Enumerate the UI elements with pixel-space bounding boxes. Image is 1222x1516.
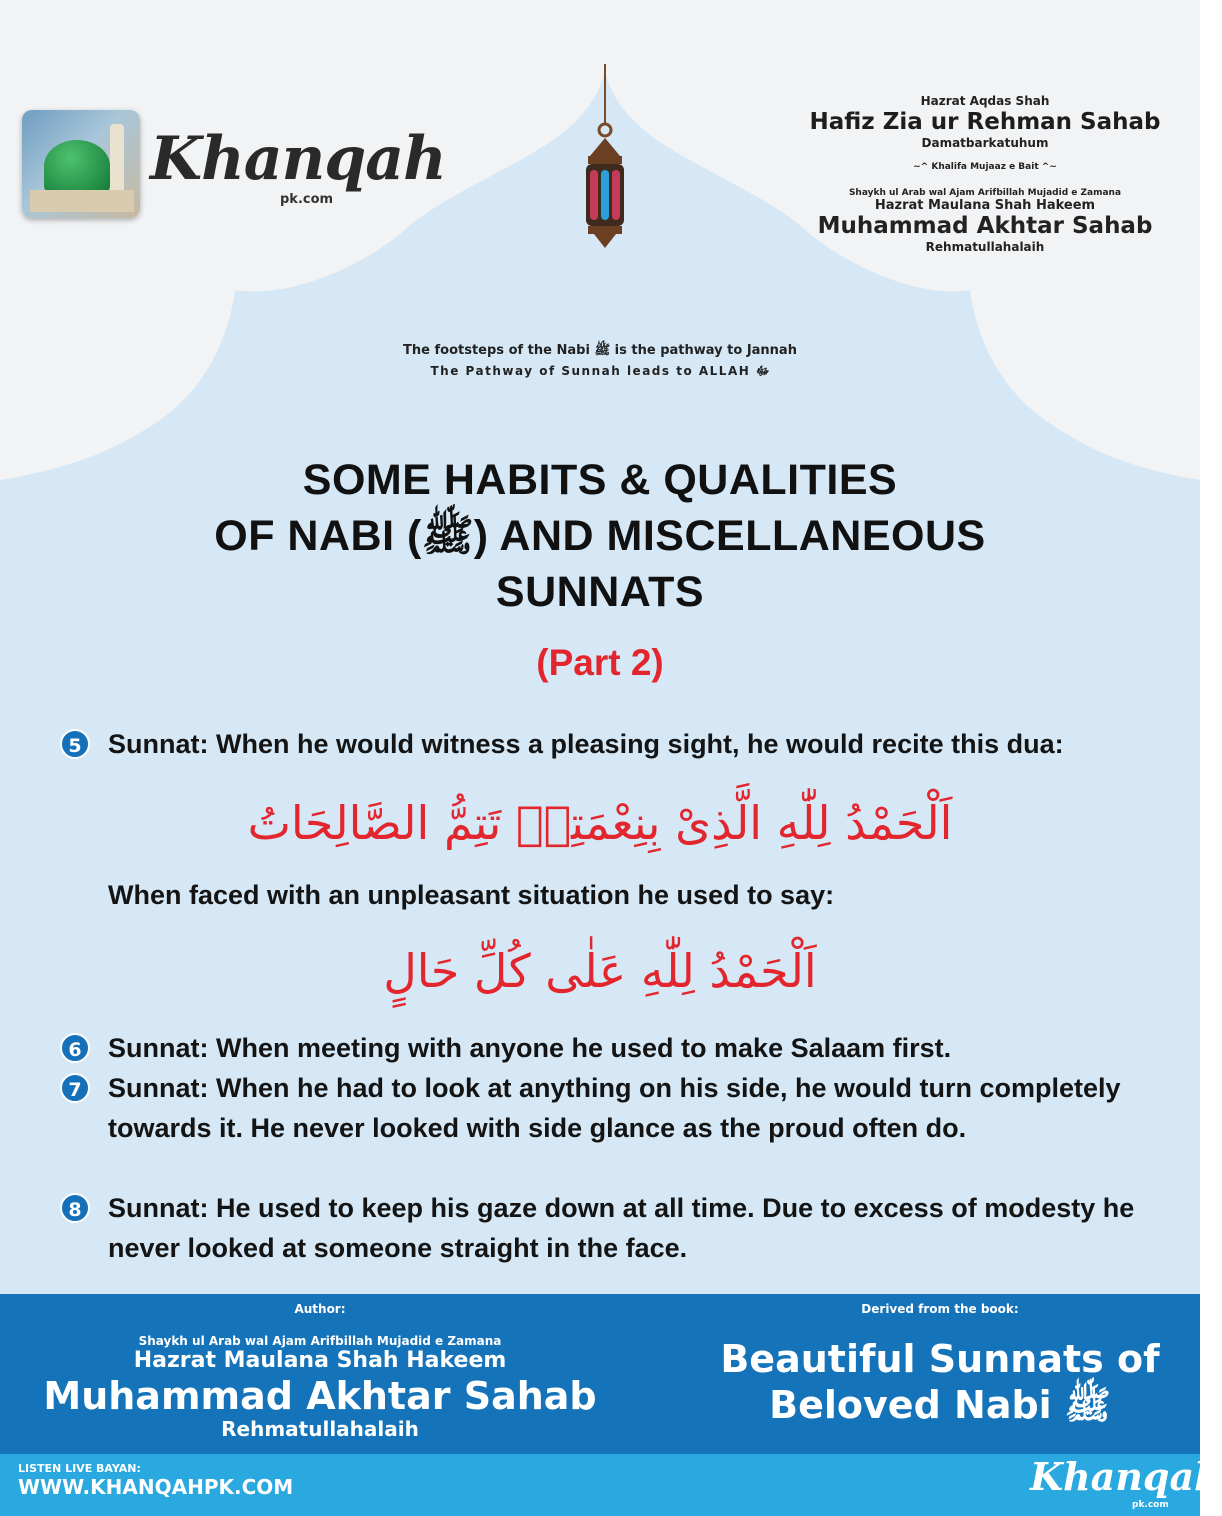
- logo-text: Khanqah: [150, 124, 446, 194]
- list-item: [60, 1068, 1140, 1188]
- header-line-7: Muhammad Akhtar Sahab: [817, 213, 1153, 239]
- footer-logo[interactable]: Khanqah: [1030, 1454, 1222, 1499]
- header-credits: [780, 94, 1190, 254]
- item-number-badge: 8: [60, 1193, 90, 1223]
- mosque-image: [22, 110, 140, 218]
- footer-logo-subtext: pk.com: [1132, 1500, 1169, 1510]
- header-line-8: Rehmatullahalaih: [925, 240, 1045, 254]
- item-number-badge: 6: [60, 1033, 90, 1063]
- author-label: Author:: [294, 1302, 346, 1316]
- listen-label: LISTEN LIVE BAYAN:: [18, 1462, 141, 1475]
- author-line-2: Hazrat Maulana Shah Hakeem: [133, 1348, 507, 1373]
- item-number-badge: 7: [60, 1073, 90, 1103]
- list-item: [60, 724, 1140, 804]
- dua-arabic-1: اَلْحَمْدُ لِلّٰهِ الَّذِیْ بِنِعْمَتِهٖ تَتِمُّ الصَّالِحَاتُ: [247, 796, 953, 850]
- book-label: Derived from the book:: [861, 1302, 1019, 1316]
- page-title: [60, 452, 1140, 620]
- header-line-6: Hazrat Maulana Shah Hakeem: [874, 198, 1096, 213]
- dua-arabic-2: اَلْحَمْدُ لِلّٰهِ عَلٰی كُلِّ حَالٍ: [383, 944, 817, 998]
- author-line-1: Shaykh ul Arab wal Ajam Arifbillah Mujadid e Zamana: [138, 1334, 502, 1348]
- header-line-3: Damatbarkatuhum: [921, 136, 1049, 150]
- item-text: Sunnat: He used to keep his gaze down at all time. Due to excess of modesty he never looked at someone straight in the face.: [108, 1193, 1135, 1263]
- logo-subtext: pk.com: [280, 192, 334, 207]
- header-line-1: Hazrat Aqdas Shah: [920, 94, 1050, 108]
- listen-block: [18, 1462, 293, 1499]
- header-line-4: ~^ Khalifa Mujaaz e Bait ^~: [913, 162, 1057, 172]
- list-item: [60, 1028, 1140, 1068]
- tagline-1: The footsteps of the Nabi ﷺ is the pathway to Jannah: [403, 343, 797, 358]
- part-label: (Part 2): [536, 642, 664, 683]
- tagline-2: The Pathway of Sunnah leads to ALLAH ﷻ: [430, 364, 770, 378]
- khanqah-logo[interactable]: [22, 110, 446, 220]
- list-item: [60, 1188, 1140, 1268]
- author-block: [10, 1302, 630, 1440]
- website-link[interactable]: WWW.KHANQAHPK.COM: [18, 1475, 294, 1499]
- item-text: Sunnat: When he would witness a pleasing sight, he would recite this dua:: [108, 729, 1064, 759]
- unpleasant-text: When faced with an unpleasant situation he used to say:: [108, 880, 835, 910]
- title-line-2: OF NABI (ﷺ) AND MISCELLANEOUS: [214, 512, 986, 560]
- item-text: Sunnat: When meeting with anyone he used to make Salaam first.: [108, 1033, 952, 1063]
- title-line-1: SOME HABITS & QUALITIES: [302, 456, 898, 504]
- book-title-2: Beloved Nabi ﷺ: [769, 1383, 1111, 1427]
- book-block: [690, 1302, 1190, 1428]
- author-line-4: Rehmatullahalaih: [221, 1417, 419, 1441]
- lantern-icon: [580, 64, 630, 254]
- header-line-5: Shaykh ul Arab wal Ajam Arifbillah Mujadid e Zamana: [848, 188, 1122, 198]
- title-line-3: SUNNATS: [495, 568, 705, 616]
- author-line-3: Muhammad Akhtar Sahab: [43, 1374, 597, 1418]
- book-title-1: Beautiful Sunnats of: [720, 1337, 1160, 1381]
- item-text: Sunnat: When he had to look at anything on his side, he would turn completely towards it. He never looked with side glance as the proud often do.: [108, 1073, 1121, 1143]
- header-line-2: Hafiz Zia ur Rehman Sahab: [809, 109, 1161, 135]
- item-number-badge: 5: [60, 729, 90, 759]
